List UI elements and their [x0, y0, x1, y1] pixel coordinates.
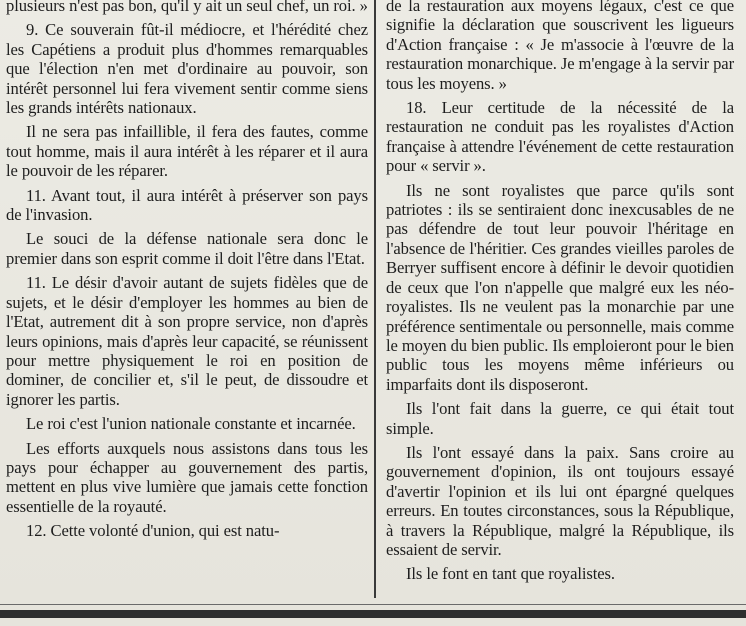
- paragraph: 12. Cette volonté d'union, qui est natu-: [26, 521, 280, 541]
- bottom-rule-thin: [0, 604, 746, 605]
- bottom-rule: [0, 610, 746, 618]
- column-divider: [374, 0, 376, 598]
- paragraph: Il ne sera pas infaillible, il fera des fautes, comme tout homme, mais il aura intérêt à les réparer et il aura le pouvoir de les réparer.: [6, 122, 368, 181]
- paragraph: plusieurs n'est pas bon, qu'il y ait un seul chef, un roi. »: [6, 0, 368, 15]
- paragraph: Ils l'ont fait dans la guerre, ce qui était tout simple.: [386, 399, 734, 438]
- paragraph: 18. Leur certitude de la nécessité de la restauration ne conduit pas les royalistes d'Action française à attendre l'événement de cette restauration pour « servir ».: [386, 98, 734, 176]
- paragraph: 11. Avant tout, il aura intérêt à préserver son pays de l'invasion.: [6, 185, 368, 225]
- paragraph: 11. Le désir d'avoir autant de sujets fidèles que de sujets, et le désir d'employer les hommes au bien de l'Etat, autrement dit à son propre service, non d'après leurs opinions, mais d'après leur capacité, se réunissent pour mettre physiquement le roi en position de dominer, de concilier et, s'il le peut, de dissoudre et ignorer les partis.: [6, 273, 368, 409]
- paragraph: Les efforts auxquels nous assistons dans tous les pays pour échapper au gouvernement des partis, mettent en plus vive lumière que jamais cette fonction essentielle de la royauté.: [6, 438, 368, 516]
- paragraph: de la restauration aux moyens légaux, c'est ce que signifie la déclaration que souscrivent les ligueurs d'Action française : « Je m'associe à l'œuvre de la restauration monarchique. Je m'engage à la servir par tous les moyens. »: [386, 0, 734, 93]
- paragraph: Ils le font en tant que royalistes.: [406, 564, 615, 584]
- paragraph: Ils l'ont essayé dans la paix. Sans croire au gouvernement d'opinion, ils ont toujours essayé d'avertir l'opinion et ils lui ont épargné quelques erreurs. En toutes circonstances, sous la République, à travers la République, malgré la République, ils essaient de servir.: [386, 442, 734, 559]
- paragraph: Le souci de la défense nationale sera donc le premier dans son esprit comme il doit l'être dans l'Etat.: [6, 229, 368, 268]
- paragraph: Le roi c'est l'union nationale constante et incarnée.: [26, 414, 356, 434]
- text-column-left: [6, 0, 368, 546]
- paragraph: 9. Ce souverain fût-il médiocre, et l'hérédité chez les Capétiens a produit plus d'hommes remarquables que l'élection n'en met d'ordinaire au pouvoir, son intérêt personnel lui fera vivement sentir comme siens les grands intérêts nationaux.: [6, 20, 368, 118]
- text-column-right: [386, 0, 734, 589]
- paragraph: Ils ne sont royalistes que parce qu'ils sont patriotes : ils se sentiraient donc inexcusables de ne pas défendre de tout leur pouvoir l'héritage en l'absence de l'héritier. Ces grandes vieilles paroles de Berryer suffisent encore à définir le devoir quotidien de ceux que l'on n'appelle que malgré eux les néo-royalistes. Ils ne veulent pas la monarchie par une préférence sentimentale ou personnelle, mais comme le moyen du bien public. Ils emploieront pour le bien public tous les moyens même inférieurs ou imparfaits dont ils disposeront.: [386, 180, 734, 394]
